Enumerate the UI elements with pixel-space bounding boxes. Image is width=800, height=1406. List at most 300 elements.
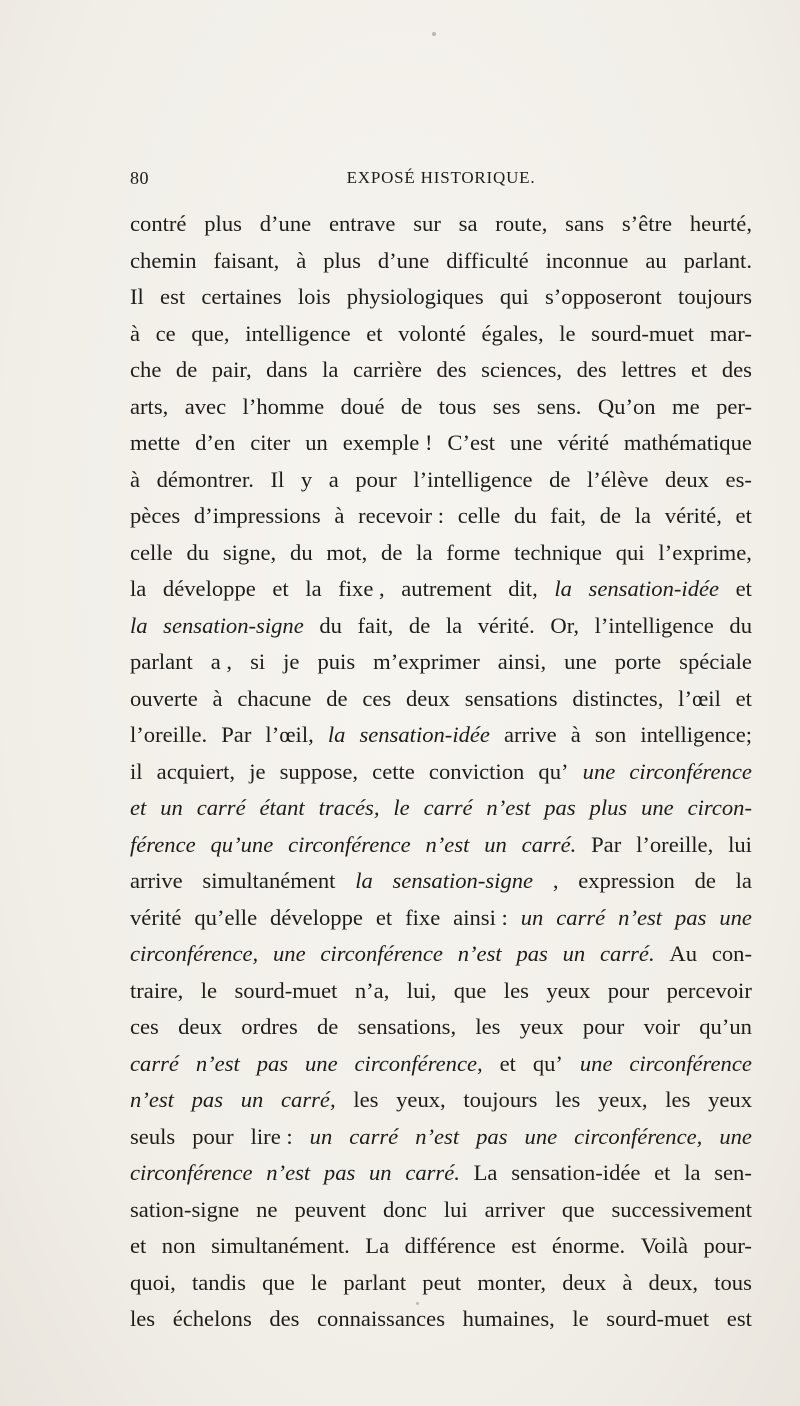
word: énorme.	[551, 1233, 626, 1258]
word: que	[262, 1269, 295, 1295]
word: des	[269, 1306, 300, 1331]
word: et	[690, 357, 708, 382]
text-line	[130, 389, 752, 426]
italic-word: une	[719, 904, 752, 930]
italic-word: carré	[349, 1123, 399, 1149]
italic-word: la	[130, 612, 148, 638]
italic-word: une	[719, 1123, 752, 1149]
text-line	[130, 790, 752, 827]
word: l’oreille.	[130, 722, 208, 747]
italic-word: n’est	[130, 1087, 174, 1112]
word: route,	[495, 211, 548, 236]
italic-word: circonférence,	[354, 1050, 483, 1076]
word: lui	[443, 1196, 468, 1222]
word: arrive	[504, 722, 557, 747]
word: La	[473, 1160, 498, 1185]
word: mar-	[709, 320, 752, 346]
word: le	[200, 977, 218, 1003]
word: de	[599, 503, 622, 528]
word: d’une	[259, 211, 312, 236]
italic-word: carré	[423, 795, 473, 820]
italic-word: étant	[259, 795, 305, 820]
word: me	[672, 393, 700, 419]
word: Voilà	[640, 1233, 688, 1258]
word: puis	[317, 649, 356, 674]
word: contré	[130, 211, 187, 236]
italic-word: une	[304, 1050, 338, 1076]
italic-word: qu’une	[210, 831, 274, 857]
word: distinctes,	[572, 685, 664, 711]
italic-word: circon-	[687, 795, 752, 820]
word: ouverte	[130, 685, 198, 711]
word: les	[665, 1087, 691, 1112]
italic-word: n’est	[486, 795, 531, 820]
italic-word: une	[641, 795, 674, 820]
word: humaines,	[462, 1306, 555, 1331]
word: qu’	[532, 1050, 563, 1076]
word: vérité	[130, 904, 182, 930]
word: échelons	[172, 1306, 252, 1331]
word: con-	[711, 941, 752, 966]
word: lui,	[406, 977, 437, 1003]
word: arts,	[130, 393, 169, 419]
word: toujours	[463, 1087, 538, 1112]
word: y	[300, 466, 313, 492]
word: que,	[191, 320, 230, 346]
word: sensations,	[357, 1014, 457, 1039]
text-line	[130, 1228, 752, 1265]
italic-word: carré.	[521, 831, 577, 857]
italic-word: pas	[476, 1123, 508, 1149]
word: qu’	[538, 758, 569, 784]
word: qui	[499, 284, 529, 309]
word: et	[375, 904, 393, 930]
word: inconnue	[545, 247, 629, 273]
word: per-	[716, 393, 752, 419]
word: à	[622, 1269, 633, 1295]
word: fixe ,	[338, 576, 385, 601]
word: et	[366, 320, 383, 346]
text-line	[130, 936, 752, 973]
word: peut	[422, 1269, 462, 1295]
word: est	[160, 284, 186, 309]
word: forme	[446, 539, 501, 565]
italic-word: et	[130, 795, 147, 820]
word: l’intelligence	[413, 466, 533, 492]
word: yeux	[519, 1014, 564, 1039]
italic-word: un	[562, 941, 586, 966]
text-line	[130, 1192, 752, 1229]
word: C’est	[447, 430, 496, 455]
word: spéciale	[679, 649, 752, 674]
word: s’opposeront	[544, 284, 662, 309]
word: tous	[438, 393, 477, 419]
word: vérité,	[664, 503, 722, 528]
text-line	[130, 644, 752, 681]
word: sa	[458, 211, 478, 236]
word: d’en	[195, 430, 236, 455]
word: de	[408, 612, 431, 638]
word: simultanément	[202, 868, 336, 893]
word: exemple !	[342, 430, 433, 455]
word: que	[453, 977, 487, 1003]
word: parlant	[130, 649, 193, 674]
word: arrive	[130, 868, 183, 893]
word: et	[272, 576, 289, 601]
word: d’impressions	[193, 503, 321, 528]
italic-word: le	[393, 795, 410, 820]
italic-word: circonférence	[288, 831, 411, 857]
italic-word: sensation-idée	[359, 722, 490, 747]
italic-word: sensation-signe	[392, 868, 534, 893]
word: monter,	[477, 1269, 547, 1295]
italic-word: pas	[191, 1087, 224, 1112]
word: que	[561, 1196, 595, 1222]
word: che	[130, 357, 162, 382]
word: pair,	[211, 357, 252, 382]
word: signe,	[222, 539, 277, 565]
word: difficulté	[446, 247, 529, 273]
word: simultanément.	[211, 1233, 350, 1258]
word: n’a,	[354, 977, 390, 1003]
italic-word: un	[309, 1123, 333, 1149]
word: Il	[130, 284, 144, 309]
word: l’oreille,	[636, 831, 714, 857]
word: certaines	[201, 284, 282, 309]
italic-word: une	[524, 1123, 558, 1149]
italic-word: carré.	[600, 941, 655, 966]
text-line	[130, 827, 752, 864]
word: heurté,	[689, 211, 752, 236]
word: la	[322, 357, 339, 382]
word: au	[645, 247, 667, 273]
word: et	[130, 1233, 147, 1258]
word: es-	[725, 466, 752, 492]
text-line	[130, 1009, 752, 1046]
italic-word: n’est	[425, 831, 470, 857]
word: à	[130, 466, 141, 492]
text-line	[130, 425, 752, 462]
word: volonté	[398, 320, 466, 346]
word: les	[130, 1306, 156, 1331]
word: peuvent	[294, 1196, 366, 1222]
word: qu’elle	[194, 904, 258, 930]
text-line	[130, 1119, 752, 1156]
word: une	[510, 430, 543, 455]
word: toujours	[677, 284, 752, 309]
italic-word: une	[582, 758, 616, 784]
word: l’œil,	[265, 722, 314, 747]
word: sourd-muet	[606, 1306, 710, 1331]
word: sans	[565, 211, 605, 236]
italic-word: carré,	[281, 1087, 336, 1112]
word: deux	[562, 1269, 607, 1295]
text-line	[130, 352, 752, 389]
word: citer	[250, 430, 291, 455]
word: a ,	[210, 649, 233, 674]
word: Il	[270, 466, 285, 492]
italic-word: n’est	[195, 1050, 240, 1076]
word: s’être	[621, 211, 673, 236]
word: une	[564, 649, 597, 674]
word: lois	[297, 284, 331, 309]
word: sation-signe	[130, 1196, 240, 1222]
italic-word: carré	[196, 795, 246, 820]
word: entrave	[328, 211, 396, 236]
text-line	[130, 754, 752, 791]
word: faisant,	[213, 247, 280, 273]
word: fait,	[357, 612, 394, 638]
word: les	[555, 1087, 581, 1112]
word: de	[175, 357, 198, 382]
italic-word: carré.	[405, 1160, 460, 1185]
word: la	[684, 1160, 701, 1185]
word: connaissances	[317, 1306, 445, 1331]
word: sensations	[464, 685, 558, 711]
word: pour	[607, 977, 650, 1003]
word: de	[326, 685, 348, 711]
word: a	[328, 466, 339, 492]
word: qu’un	[699, 1014, 752, 1039]
word: est	[726, 1306, 752, 1331]
word: ,	[552, 868, 559, 893]
word: pour-	[703, 1233, 752, 1258]
word: traire,	[130, 977, 184, 1003]
word: fait,	[550, 503, 587, 528]
word: du	[186, 539, 210, 565]
word: son	[594, 722, 627, 747]
italic-word: tracés,	[318, 795, 380, 820]
word: de	[549, 466, 571, 492]
word: et	[735, 576, 752, 601]
word: ses	[492, 393, 521, 419]
italic-word: circonférence,	[130, 941, 259, 966]
word: l’homme	[242, 393, 325, 419]
word: seuls	[130, 1123, 176, 1149]
italic-word: une	[272, 941, 306, 966]
word: tandis	[191, 1269, 246, 1295]
word: physiologiques	[346, 284, 484, 309]
word: des	[576, 357, 607, 382]
italic-word: sensation-idée	[588, 576, 720, 601]
word: différence	[404, 1233, 496, 1258]
word: quoi,	[130, 1269, 176, 1295]
word: yeux,	[597, 1087, 648, 1112]
word: de	[694, 868, 716, 893]
word: égales,	[481, 320, 544, 346]
text-line	[130, 279, 752, 316]
word: démontrer.	[156, 466, 254, 492]
word: ainsi,	[497, 649, 547, 674]
italic-word: circonférence,	[574, 1123, 703, 1149]
italic-word: sensation-signe	[163, 612, 304, 638]
word: sens.	[536, 393, 582, 419]
word: qui	[615, 539, 645, 565]
word: de	[317, 1014, 339, 1039]
word: à	[334, 503, 345, 528]
text-line	[130, 571, 752, 608]
word: fixe	[405, 904, 441, 930]
text-line	[130, 681, 752, 718]
italic-word: un	[369, 1160, 392, 1185]
word: du	[319, 612, 342, 638]
text-line	[130, 900, 752, 937]
word: deux	[405, 685, 450, 711]
word: à	[130, 320, 141, 346]
text-line	[130, 973, 752, 1010]
text-line	[130, 1265, 752, 1302]
word: technique	[514, 539, 602, 565]
italic-word: pas	[516, 941, 548, 966]
word: sourd-muet	[234, 977, 338, 1003]
word: ces	[130, 1014, 159, 1039]
word: la	[305, 576, 322, 601]
word: du	[729, 612, 752, 638]
word: le	[559, 320, 576, 346]
word: Or,	[550, 612, 579, 638]
word: donc	[382, 1196, 427, 1222]
word: si	[250, 649, 266, 674]
text-line	[130, 717, 752, 754]
text-line	[130, 1046, 752, 1083]
word: doué	[340, 393, 385, 419]
word: d’une	[377, 247, 430, 273]
word: lettres	[621, 357, 677, 382]
word: du	[514, 503, 537, 528]
word: les	[475, 1014, 501, 1039]
word: acquiert,	[156, 758, 236, 784]
word: deux,	[648, 1269, 699, 1295]
word: Au	[669, 941, 698, 966]
word: sur	[413, 211, 441, 236]
word: ne	[256, 1196, 278, 1222]
word: de	[400, 393, 423, 419]
word: recevoir :	[358, 503, 444, 528]
italic-word: circonférence	[629, 758, 752, 784]
italic-word: la	[355, 868, 373, 893]
word: deux	[665, 466, 709, 492]
italic-word: la	[327, 722, 346, 747]
word: des	[721, 357, 752, 382]
italic-word: une	[579, 1050, 613, 1076]
word: cette	[372, 758, 415, 784]
italic-word: n’est	[618, 904, 663, 930]
word: plus	[204, 211, 242, 236]
italic-word: n’est	[266, 1160, 311, 1185]
word: ces	[362, 685, 392, 711]
word: yeux	[708, 1087, 752, 1112]
word: pèces	[130, 503, 181, 528]
word: pour	[582, 1014, 625, 1039]
word: voir	[643, 1014, 680, 1039]
word: dit,	[508, 576, 538, 601]
running-head: EXPOSÉ HISTORIQUE.	[346, 168, 536, 187]
word: je	[249, 758, 266, 784]
word: les	[503, 977, 529, 1003]
word: suppose,	[279, 758, 359, 784]
word: je	[283, 649, 300, 674]
word: lui	[728, 831, 752, 857]
word: autrement	[401, 576, 492, 601]
word: yeux	[546, 977, 591, 1003]
text-line	[130, 243, 752, 280]
word: ordres	[241, 1014, 298, 1039]
word: le	[310, 1269, 328, 1295]
word: yeux,	[396, 1087, 446, 1112]
text-line	[130, 608, 752, 645]
word: conviction	[428, 758, 525, 784]
word: est	[511, 1233, 537, 1258]
word: le	[572, 1306, 589, 1331]
italic-word: n’est	[457, 941, 502, 966]
word: et	[735, 685, 752, 711]
word: l’exprime,	[658, 539, 752, 565]
word: plus	[323, 247, 361, 273]
word: l’élève	[587, 466, 649, 492]
word: vérité.	[477, 612, 535, 638]
word: Par	[591, 831, 622, 857]
word: vérité	[557, 430, 609, 455]
word: sourd-muet	[591, 320, 695, 346]
word: à	[212, 685, 223, 711]
word: la	[416, 539, 433, 565]
text-line	[130, 1082, 752, 1119]
word: intelligence;	[640, 722, 752, 747]
word: Par	[221, 722, 252, 747]
word: expression	[578, 868, 675, 893]
word: dans	[266, 357, 308, 382]
word: pour	[192, 1123, 234, 1149]
word: parlant	[343, 1269, 407, 1295]
italic-word: pas	[544, 795, 576, 820]
word: m’exprimer	[373, 649, 480, 674]
word: chemin	[130, 247, 197, 273]
word: arriver	[484, 1196, 545, 1222]
italic-word: un	[520, 904, 544, 930]
word: tous	[714, 1269, 752, 1295]
italic-word: circonférence	[130, 1160, 253, 1185]
word: à	[296, 247, 307, 273]
word: les	[353, 1087, 379, 1112]
text-line	[130, 462, 752, 499]
paper-speck	[432, 32, 436, 36]
word: ce	[155, 320, 176, 346]
italic-word: carré	[556, 904, 606, 930]
page-header	[130, 168, 752, 198]
word: sensation-idée	[511, 1160, 641, 1185]
text-line	[130, 863, 752, 900]
word: développe	[270, 904, 363, 930]
word: mot,	[326, 539, 368, 565]
word: mette	[130, 430, 181, 455]
word: la	[445, 612, 463, 638]
text-line	[130, 535, 752, 572]
word: avec	[184, 393, 227, 419]
word: mathématique	[623, 430, 752, 455]
word: et	[499, 1050, 516, 1076]
text-line	[130, 1301, 752, 1338]
word: l’intelligence	[594, 612, 714, 638]
word: porte	[614, 649, 662, 674]
word: et	[735, 503, 752, 528]
word: lire :	[250, 1123, 293, 1149]
text-line	[130, 316, 752, 353]
italic-word: un	[160, 795, 183, 820]
word: deux	[178, 1014, 223, 1039]
word: du	[290, 539, 313, 565]
italic-word: circonférence	[320, 941, 443, 966]
word: développe	[162, 576, 256, 601]
